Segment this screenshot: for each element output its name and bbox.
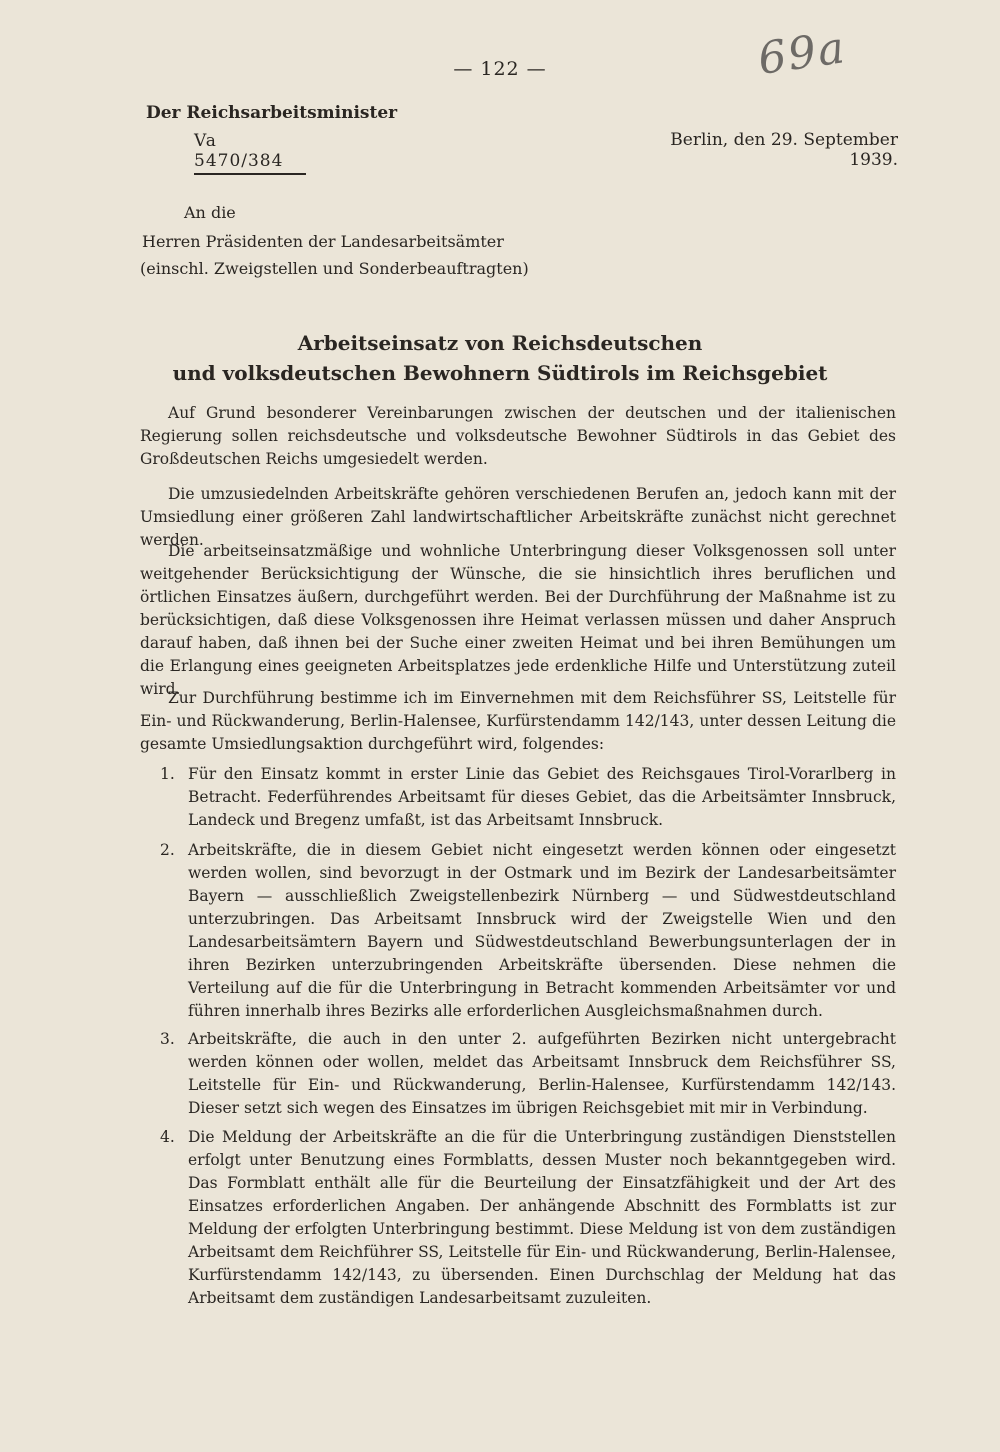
paragraph-text: Zur Durchführung bestimme ich im Einvernehmen mit dem Reichsführer SS, Leitstelle für Ein- und Rückwanderung, Berlin-Halensee, Kurfürstendamm 142/143, unter dessen Leitung die gesamte Umsiedlungsaktion durchgeführt wird, folgendes: [140,689,896,753]
list-text: Arbeitskräfte, die auch in den unter 2. aufgeführten Bezirken nicht untergebracht werden können oder wollen, meldet das Arbeitsamt Innsbruck dem Reichsführer SS, Leitstelle für Ein- und Rückwanderung, Berlin-Halensee, Kurfürstendamm 142/143. Dieser setzt sich wegen des Einsatzes im übrigen Reichsgebiet mit mir in Verbindung. [188,1030,896,1117]
list-item-4 [160,1126,896,1310]
address-line-2: Herren Präsidenten der Landesarbeitsämter [142,232,504,251]
sender-title: Der Reichsarbeitsminister [146,103,398,123]
reference-number: Va 5470/384 [194,131,306,175]
body-paragraph-3 [140,540,896,701]
page-number: — 122 — [453,58,547,80]
list-item-2 [160,839,896,1023]
body-paragraph-4 [140,687,896,756]
date-line: Berlin, den 29. September 1939. [670,130,898,170]
paragraph-text: Die arbeitseinsatzmäßige und wohnliche Unterbringung dieser Volksgenossen soll unter weitgehender Berücksichtigung der Wünsche, die sie hinsichtlich ihres beruflichen und örtlichen Einsatzes äußern, durchgeführt werden. Bei der Durchführung der Maßnahme ist zu berücksichtigen, daß diese Volksgenossen ihre Heimat verlassen müssen und daher Anspruch darauf haben, daß ihnen bei der Suche einer zweiten Heimat und bei ihren Bemühungen um die Erlangung eines geeigneten Arbeitsplatzes jede erdenkliche Hilfe und Unterstützung zuteil wird. [140,542,896,698]
paragraph-text: Auf Grund besonderer Vereinbarungen zwischen der deutschen und der italienischen Regierung sollen reichsdeutsche und volksdeutsche Bewohner Südtirols in das Gebiet des Großdeutschen Reichs umgesiedelt werden. [140,404,896,468]
document-title-line-1: Arbeitseinsatz von Reichsdeutschen [297,331,703,355]
paragraph-text: Die umzusiedelnden Arbeitskräfte gehören verschiedenen Berufen an, jedoch kann mit der Umsiedlung einer größeren Zahl landwirtschaftlicher Arbeitskräfte zunächst nicht gerechnet werden. [140,485,896,549]
handwritten-page-note: 69a [754,22,850,85]
document-title-line-2: und volksdeutschen Bewohnern Südtirols im Reichsgebiet [172,361,828,385]
list-text: Die Meldung der Arbeitskräfte an die für die Unterbringung zuständigen Dienststellen erfolgt unter Benutzung eines Formblatts, dessen Muster noch bekanntgegeben wird. Das Formblatt enthält alle für die Beurteilung der Einsatzfähigkeit und der Art des Einsatzes erforderlichen Angaben. Der anhängende Abschnitt des Formblatts ist zur Meldung der erfolgten Unterbringung bestimmt. Diese Meldung ist von dem zuständigen Arbeitsamt dem Reichführer SS, Leitstelle für Ein- und Rückwanderung, Berlin-Halensee, Kurfürstendamm 142/143, zu übersenden. Einen Durchschlag der Meldung hat das Arbeitsamt dem zuständigen Landesarbeitsamt zuzuleiten. [188,1128,896,1307]
list-item-3 [160,1028,896,1120]
list-number: 2. [160,841,175,859]
body-paragraph-1 [140,402,896,471]
address-line-1: An die [184,203,236,222]
list-item-1 [160,763,896,832]
list-number: 1. [160,765,175,783]
list-text: Für den Einsatz kommt in erster Linie das Gebiet des Reichsgaues Tirol-Vorarlberg in Betracht. Federführendes Arbeitsamt für dieses Gebiet, das die Arbeitsämter Innsbruck, Landeck und Bregenz umfaßt, ist das Arbeitsamt Innsbruck. [188,765,896,829]
list-number: 3. [160,1030,175,1048]
address-line-3: (einschl. Zweigstellen und Sonderbeauftragten) [140,259,529,278]
list-text: Arbeitskräfte, die in diesem Gebiet nicht eingesetzt werden können oder eingesetzt werden wollen, sind bevorzugt in der Ostmark und im Bezirk der Landesarbeitsämter Bayern — ausschließlich Zweigstellenbezirk Nürnberg — und Südwestdeutschland unterzubringen. Das Arbeitsamt Innsbruck wird der Zweigstelle Wien und den Landesarbeitsämtern Bayern und Südwestdeutschland Bewerbungsunterlagen der in ihren Bezirken unterzubringenden Arbeitskräfte übersenden. Diese nehmen die Verteilung auf die für die Unterbringung in Betracht kommenden Arbeitsämter vor und führen innerhalb ihres Bezirks alle erforderlichen Ausgleichsmaßnahmen durch. [188,841,896,1020]
list-number: 4. [160,1128,175,1146]
